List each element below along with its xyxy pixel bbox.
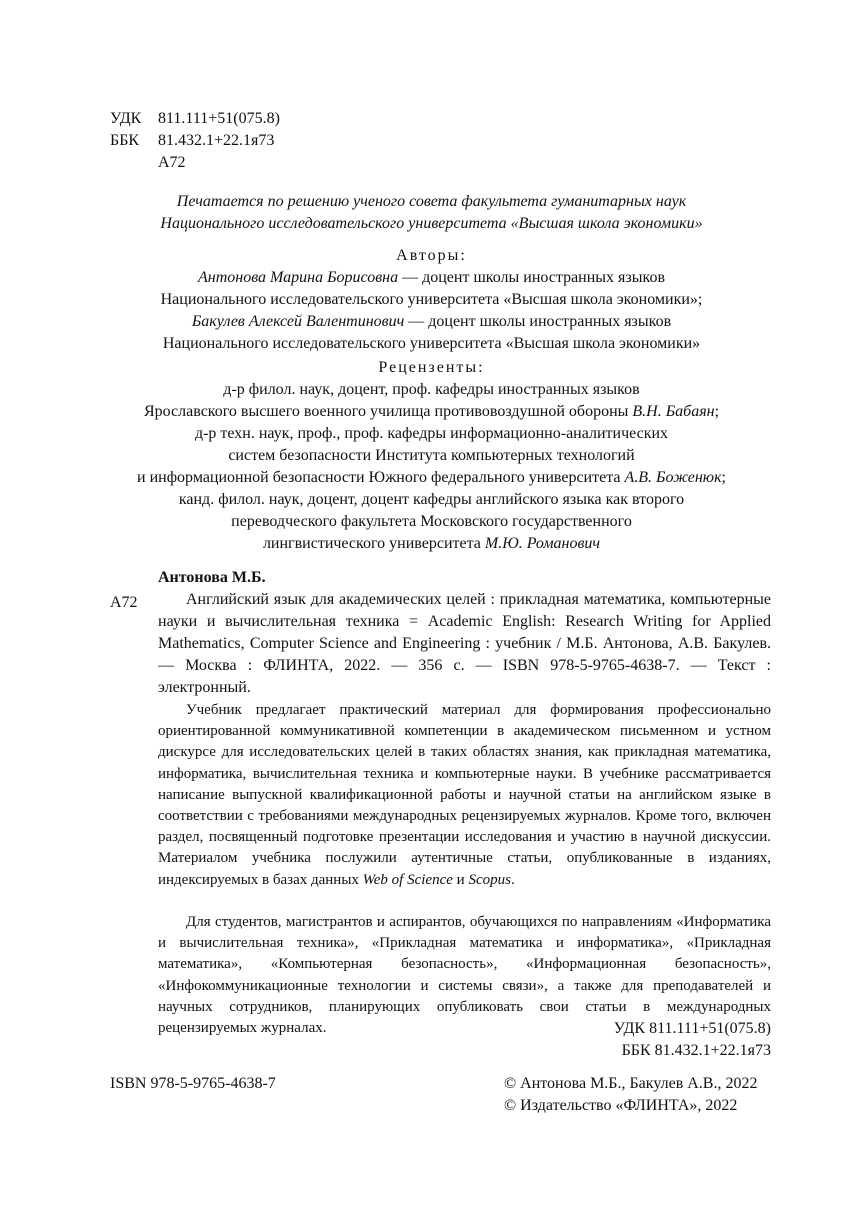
author-2-name: Бакулев Алексей Валентинович: [191, 313, 405, 330]
reviewers-heading: Рецензенты:: [378, 359, 485, 376]
reviewer-3-name: М.Ю. Романович: [484, 535, 601, 552]
footer-bbk: ББК 81.432.1+22.1я73: [621, 1042, 771, 1059]
reviewer-1-line-1: д-р филол. наук, доцент, проф. кафедры иностранных языков: [223, 381, 640, 398]
author-2-role: — доцент школы иностранных языков: [404, 313, 672, 330]
catalog-entry: Английский язык для академических целей : прикладная математика, компьютерные науки и вычислительная техника = Academic English: Research Writing for Applied Mathematics, Computer Science and Engineering : учебник / М.Б. Антонова, А.В. Бакулев. — Москва : ФЛИНТА, 2022. — 356 с. — ISBN 978-5-9765-4638-7. — Текст : электронный.: [158, 591, 771, 696]
classification-codes: [110, 108, 280, 174]
reviewer-1-name: В.Н. Бабаян: [632, 403, 715, 420]
catalog-author-heading: Антонова М.Б.: [158, 569, 266, 586]
author-1: [0, 267, 863, 289]
udk-value: 811.111+51(075.8): [158, 110, 280, 127]
udk-label: УДК: [110, 110, 142, 127]
author-mark: А72: [158, 154, 186, 171]
isbn: ISBN 978-5-9765-4638-7: [110, 1075, 276, 1092]
author-1-name: Антонова Марина Борисовна: [197, 269, 399, 286]
author-2-affiliation: Национального исследовательского университета «Высшая школа экономики»: [162, 335, 701, 352]
bbk-value: 81.432.1+22.1я73: [158, 132, 275, 149]
approval-line-2: Национального исследовательского университета «Высшая школа экономики»: [160, 215, 703, 232]
bbk-label: ББК: [110, 132, 140, 149]
annotation-paragraph-1: Учебник предлагает практический материал для формирования профессионально ориентированной коммуникативной компетенции в академическом письменном и устном дискурсе для исследовательских целей в таких областях знания, как прикладная математика, информатика, вычислительная техника и компьютерные науки. В учебнике рассматривается написание выпускной квалификационной работы и научной статьи на английском языке в соответствии с требованиями международных рецензируемых журналов. Кроме того, включен раздел, посвященный подготовке презентации исследования и участию в научной дискуссии. Материалом учебника послужили аутентичные статьи, опубликованные в изданиях, индексируемых в базах данных Web of Science и Scopus.: [158, 702, 771, 888]
reviewer-2-name: А.В. Боженюк: [624, 469, 722, 486]
reviewer-1-line-2: Ярославского высшего военного училища противовоздушной обороны В.Н. Бабаян;: [143, 403, 720, 420]
web-of-science: Web of Science: [362, 871, 453, 888]
copyright-authors: © Антонова М.Б., Бакулев А.В., 2022: [504, 1075, 758, 1092]
author-1-affiliation: Национального исследовательского университета «Высшая школа экономики»;: [160, 291, 703, 308]
copyright-publisher: © Издательство «ФЛИНТА», 2022: [504, 1097, 738, 1114]
catalog-mark: А72: [110, 594, 138, 611]
reviewer-2-line-3: и информационной безопасности Южного федерального университета А.В. Боженюк;: [137, 469, 726, 486]
reviewer-2-line-1: д-р техн. наук, проф., проф. кафедры информационно-аналитических: [194, 425, 669, 442]
approval-line-1: Печатается по решению ученого совета факультета гуманитарных наук: [176, 193, 687, 210]
reviewer-3-line-2: переводческого факультета Московского государственного: [231, 513, 632, 530]
reviewer-3-line-3: лингвистического университета М.Ю. Романович: [262, 535, 601, 552]
authors-heading: Авторы:: [396, 247, 467, 264]
author-2: [0, 311, 863, 333]
author-1-role: — доцент школы иностранных языков: [398, 269, 665, 286]
footer-udk: УДК 811.111+51(075.8): [613, 1020, 771, 1037]
reviewer-2-line-2: систем безопасности Института компьютерных технологий: [228, 447, 635, 464]
annotation-paragraph-2: Для студентов, магистрантов и аспирантов, обучающихся по направлениям «Информатика и вычислительная техника», «Прикладная математика и информатика», «Прикладная математика», «Компьютерная безопасность», «Информационная безопасность», «Инфокоммуникационные технологии и системы связи», а также для преподавателей и научных сотрудников, планирующих опубликовать свои статьи в международных рецензируемых журналах.: [158, 914, 771, 1037]
scopus: Scopus: [468, 871, 511, 888]
reviewer-3-line-1: канд. филол. наук, доцент, доцент кафедры английского языка как второго: [178, 491, 685, 508]
